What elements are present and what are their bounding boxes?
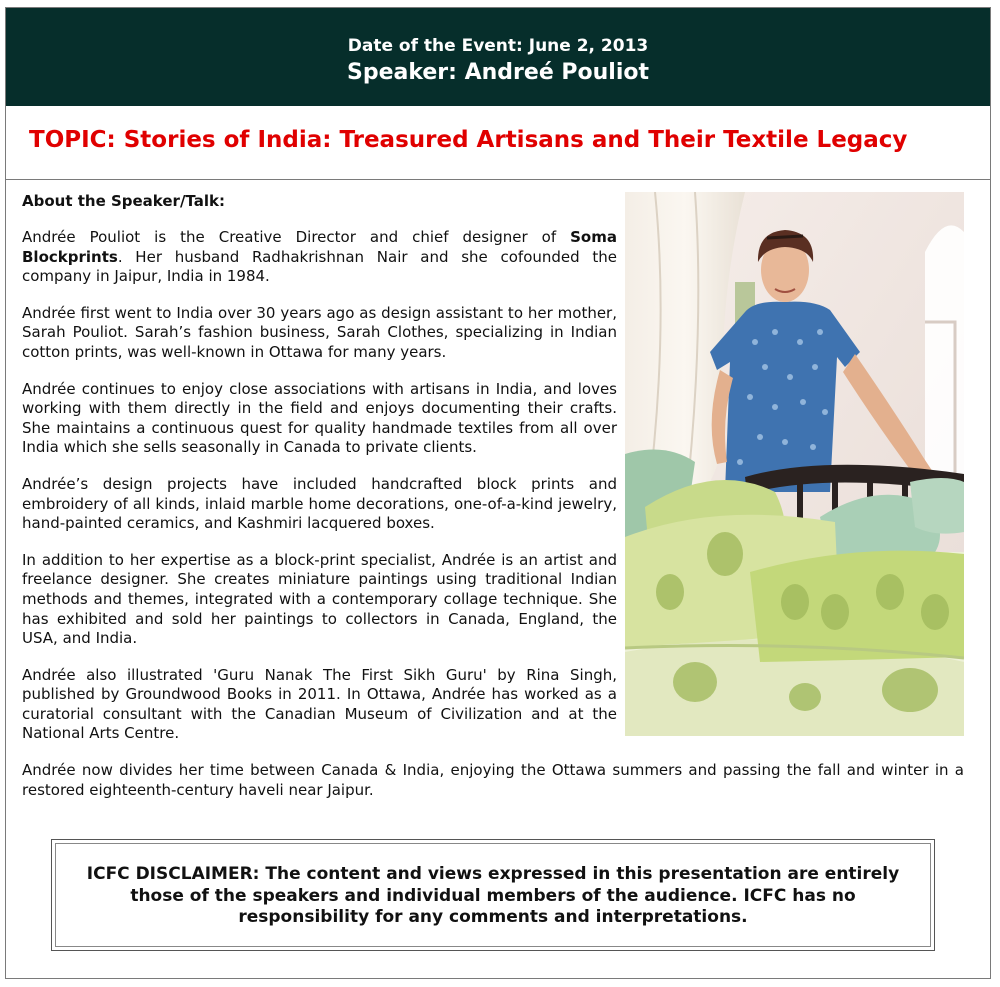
about-paragraph-5: In addition to her expertise as a block-print specialist, Andrée is an artist and freelance designer. She creates miniature paintings using traditional Indian methods and themes, integrated with a contemporary collage technique. She has exhibited and sold her paintings to collectors in Canada, England, the USA, and India.: [22, 550, 617, 648]
about-section: [22, 192, 964, 817]
speaker-photo-illustration: [625, 192, 964, 736]
disclaimer-box: [51, 839, 935, 951]
topic-title: TOPIC: Stories of India: Treasured Artisans and Their Textile Legacy: [29, 127, 908, 153]
about-paragraph-6: Andrée also illustrated 'Guru Nanak The First Sikh Guru' by Rina Singh, published by Groundwood Books in 2011. In Ottawa, Andrée has worked as a curatorial consultant with the Canadian Museum of Civilization and at the National Arts Centre.: [22, 665, 617, 743]
about-p1-end: . Her husband Radhakrishnan Nair and she cofounded the company in Jaipur, India in 1984.: [22, 247, 617, 286]
about-heading: About the Speaker/Talk:: [22, 192, 225, 210]
soma-blockprints-name: Soma Blockprints: [22, 228, 617, 266]
topic-row: [6, 107, 990, 180]
about-paragraph-7: Andrée now divides her time between Canada & India, enjoying the Ottawa summers and passing the fall and winter in a restored eighteenth-century haveli near Jaipur.: [22, 761, 964, 799]
about-p1-start: Andrée Pouliot is the Creative Director and chief designer of: [22, 228, 571, 246]
disclaimer-text: ICFC DISCLAIMER: The content and views expressed in this presentation are entirely those of the speakers and individual members of the audience. ICFC has no responsibility for any comments and interpretations.: [86, 864, 900, 927]
about-paragraph-3: Andrée continues to enjoy close associations with artisans in India, and loves working with them directly in the field and enjoys documenting their crafts. She maintains a continuous quest for quality handmade textiles from all over India which she sells seasonally in Canada to private clients.: [22, 379, 617, 457]
about-paragraph-2: Andrée first went to India over 30 years ago as design assistant to her mother, Sarah Pouliot. Sarah’s fashion business, Sarah Clothes, specializing in Indian cotton prints, was well-known in Ottawa for many years.: [22, 303, 617, 361]
event-speaker: Speaker: Andreé Pouliot: [346, 60, 650, 85]
about-paragraph-4: Andrée’s design projects have included handcrafted block prints and embroidery of all kinds, inlaid marble home decorations, one-of-a-kind jewelry, hand-painted ceramics, and Kashmiri lacquered boxes.: [22, 474, 617, 533]
event-header: [6, 8, 990, 106]
event-date: Date of the Event: June 2, 2013: [347, 36, 649, 56]
speaker-photo: [625, 192, 964, 736]
